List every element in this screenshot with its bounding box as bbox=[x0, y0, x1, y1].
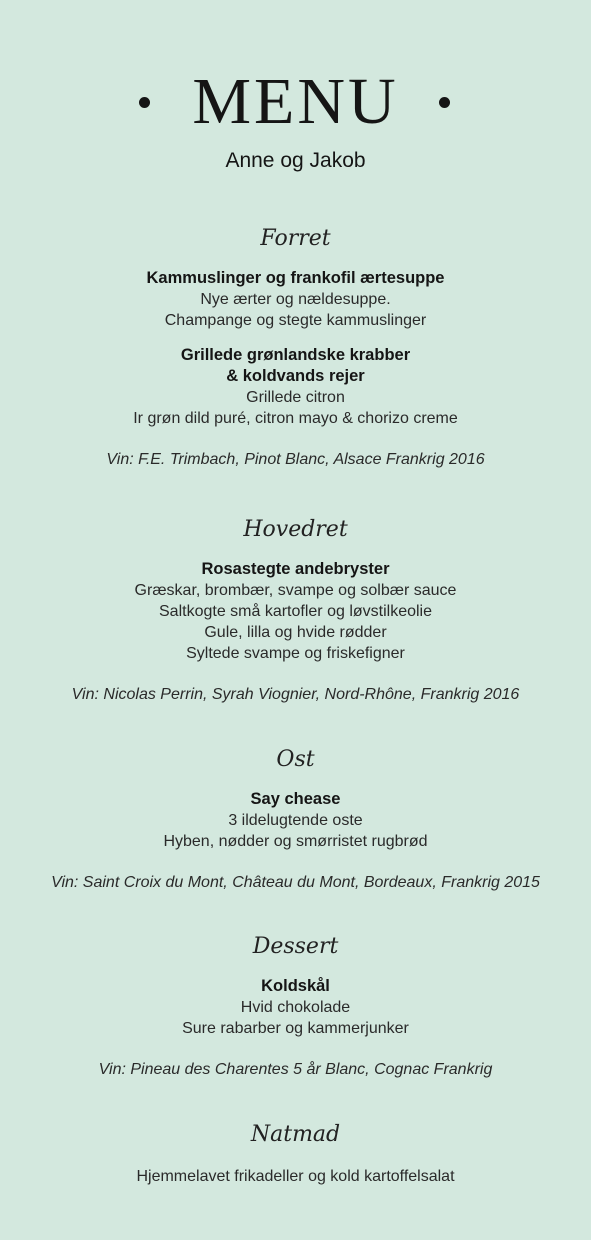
section-dessert bbox=[0, 932, 591, 1080]
dish bbox=[0, 559, 591, 664]
dish-name: Say chease bbox=[250, 790, 341, 808]
dish-description: Grillede citron bbox=[246, 389, 345, 406]
dish-description: Sure rabarber og kammerjunker bbox=[182, 1020, 409, 1037]
section-heading: Dessert bbox=[252, 934, 339, 959]
bullet-right-icon bbox=[439, 97, 450, 108]
dish-description: 3 ildelugtende oste bbox=[228, 812, 363, 829]
dish-name: Kammuslinger og frankofil ærtesuppe bbox=[146, 269, 445, 287]
dish bbox=[0, 976, 591, 1039]
section-hovedret bbox=[0, 515, 591, 705]
section-natmad bbox=[0, 1120, 591, 1187]
title-row bbox=[0, 64, 591, 140]
dish bbox=[0, 345, 591, 429]
dish-description: Hjemmelavet frikadeller og kold kartoffelsalat bbox=[136, 1168, 455, 1185]
dish-description: Gule, lilla og hvide rødder bbox=[204, 624, 387, 641]
dish-name: Rosastegte andebryster bbox=[201, 560, 390, 578]
couple-names: Anne og Jakob bbox=[225, 149, 366, 172]
section-heading: Hovedret bbox=[243, 517, 348, 542]
wine-pairing: Vin: Nicolas Perrin, Syrah Viognier, Nord-Rhône, Frankrig 2016 bbox=[71, 686, 520, 703]
dish bbox=[0, 268, 591, 331]
dish-name: Grillede grønlandske krabber bbox=[180, 346, 411, 364]
dish-description: Græskar, brombær, svampe og solbær sauce bbox=[134, 582, 457, 599]
dish-description: Nye ærter og nældesuppe. bbox=[200, 291, 391, 308]
section-heading: Ost bbox=[276, 747, 315, 772]
menu-title: MENU bbox=[192, 65, 399, 138]
section-ost bbox=[0, 745, 591, 893]
dish-description: Ir grøn dild puré, citron mayo & chorizo creme bbox=[133, 410, 458, 427]
section-heading: Natmad bbox=[250, 1122, 341, 1147]
wine-pairing: Vin: Saint Croix du Mont, Château du Mont, Bordeaux, Frankrig 2015 bbox=[51, 874, 540, 891]
dish bbox=[0, 789, 591, 852]
dish-description: Syltede svampe og friskefigner bbox=[186, 645, 405, 662]
dish-description: Saltkogte små kartofler og løvstilkeolie bbox=[159, 603, 432, 620]
dish-name: & koldvands rejer bbox=[226, 367, 365, 385]
dish-description: Hvid chokolade bbox=[240, 999, 351, 1016]
dish-description: Hyben, nødder og smørristet rugbrød bbox=[163, 833, 428, 850]
section-forret bbox=[0, 224, 591, 470]
dish bbox=[0, 1166, 591, 1187]
dish-description: Champange og stegte kammuslinger bbox=[164, 312, 427, 329]
wine-pairing: Vin: Pineau des Charentes 5 år Blanc, Cognac Frankrig bbox=[98, 1061, 493, 1078]
dish-name: Koldskål bbox=[261, 977, 330, 995]
wine-pairing: Vin: F.E. Trimbach, Pinot Blanc, Alsace Frankrig 2016 bbox=[106, 451, 485, 468]
section-heading: Forret bbox=[260, 226, 331, 251]
